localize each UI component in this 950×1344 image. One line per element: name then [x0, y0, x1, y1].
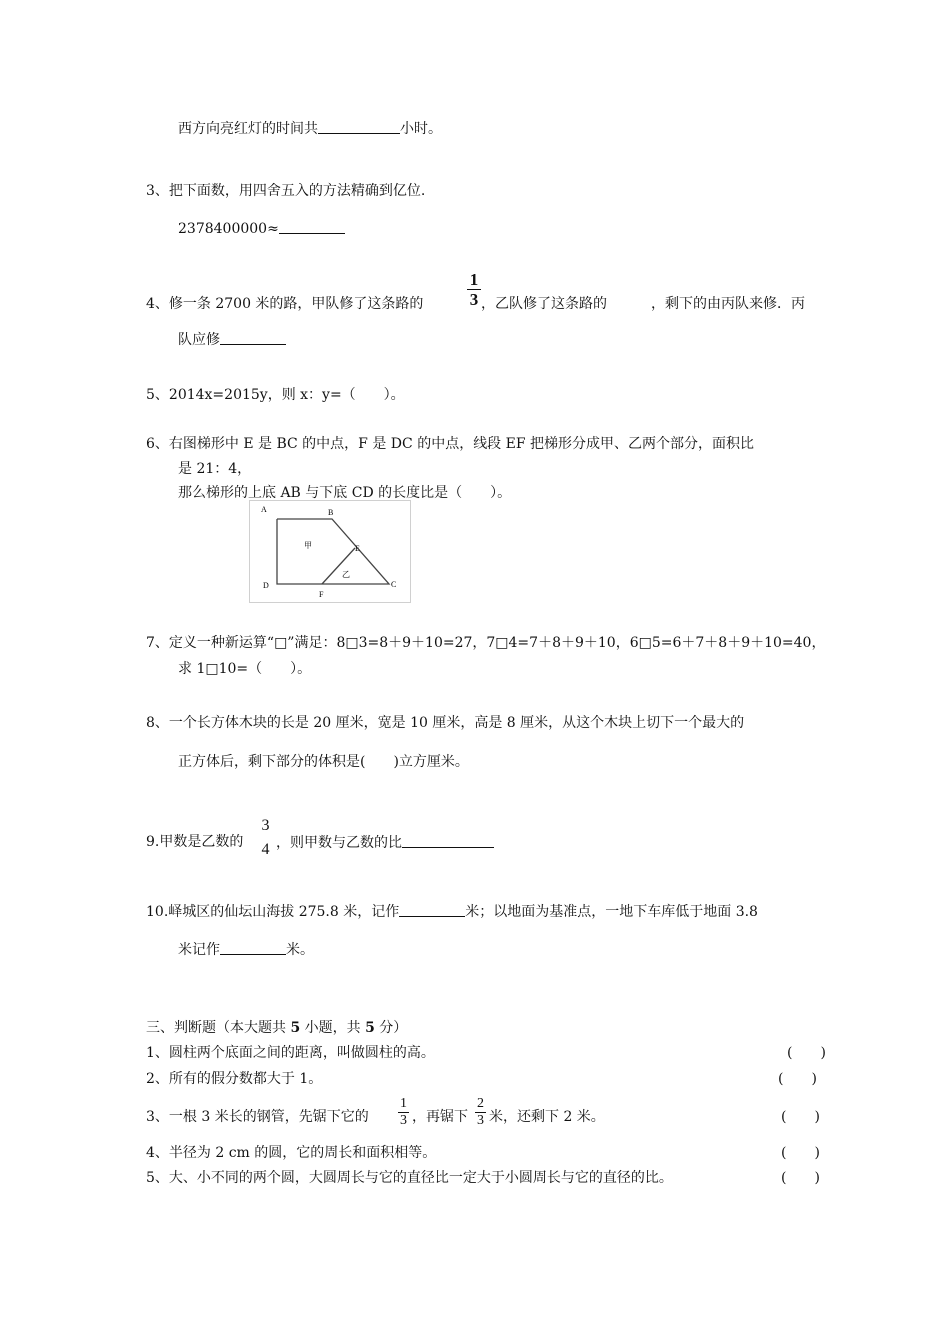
q6-line2: 是 21：4，	[178, 461, 252, 477]
q6-line3: 那么梯形的上底 AB 与下底 CD 的长度比是（ ）。	[178, 485, 512, 501]
trapezoid-outline	[277, 519, 389, 584]
q9-pre: 9.甲数是乙数的	[146, 834, 244, 850]
judge-paren-1[interactable]: ( )	[787, 1045, 826, 1061]
q4-fraction	[467, 271, 481, 308]
judge-paren-2[interactable]: ( )	[778, 1071, 817, 1087]
label-c: C	[391, 580, 397, 589]
q4-line1-mid: ，乙队修了这条路的	[481, 296, 607, 312]
judge-paren-5[interactable]: ( )	[781, 1170, 820, 1186]
q10-line1	[146, 904, 758, 919]
label-b: B	[328, 508, 334, 517]
section3-title-pre: 三、判断题（本大题共	[146, 1020, 291, 1036]
section3-count: 5	[290, 1020, 301, 1036]
judge-item-1: 1、圆柱两个底面之间的距离，叫做圆柱的高。	[146, 1045, 435, 1061]
top-line-pre: 西方向亮红灯的时间共	[178, 121, 318, 137]
fraction-denominator: 4	[261, 841, 270, 858]
q4-line2	[178, 332, 286, 347]
label-a: A	[261, 505, 267, 514]
q10-line2	[178, 942, 314, 957]
q7-line2: 求 1□10=（ ）。	[178, 661, 312, 677]
judge-item-3-post: 米，还剩下 2 米。	[489, 1109, 605, 1125]
q3-stem: 3、把下面数，用四舍五入的方法精确到亿位.	[146, 183, 426, 199]
fraction-numerator: 1	[400, 1096, 407, 1111]
fraction-denominator: 3	[469, 290, 479, 309]
judge-paren-3[interactable]: ( )	[781, 1109, 820, 1125]
judge-item-3-fraction-1	[398, 1097, 409, 1128]
q8-line2: 正方体后，剩下部分的体积是( )立方厘米。	[178, 754, 469, 770]
q4-line1-pre: 4、修一条 2700 米的路，甲队修了这条路的	[146, 296, 424, 312]
fraction-numerator: 2	[477, 1096, 484, 1111]
fraction-denominator: 3	[477, 1113, 484, 1128]
q10-line2-pre: 米记作	[178, 942, 220, 958]
q6-line1: 6、右图梯形中 E 是 BC 的中点，F 是 DC 的中点，线段 EF 把梯形分成甲、乙两个部分，面积比	[146, 436, 755, 452]
section3-score: 5	[365, 1020, 375, 1036]
fraction-numerator: 3	[261, 817, 270, 834]
q9-post: ，则甲数与乙数的比	[276, 835, 402, 851]
judge-item-3-mid: ，再锯下	[412, 1109, 468, 1125]
answer-blank	[220, 942, 286, 955]
fraction-denominator: 3	[400, 1113, 407, 1128]
answer-blank	[318, 121, 400, 134]
answer-blank	[399, 904, 465, 917]
section3-title-mid: 小题，共	[300, 1020, 366, 1036]
judge-item-2: 2、所有的假分数都大于 1。	[146, 1071, 323, 1087]
section3-title-post: 分）	[374, 1020, 408, 1036]
answer-blank	[402, 835, 494, 848]
answer-blank	[279, 221, 345, 234]
label-d: D	[263, 581, 269, 590]
answer-blank	[220, 332, 286, 345]
q3-expr: 2378400000≈	[178, 221, 279, 237]
judge-item-4: 4、半径为 2 cm 的圆，它的周长和面积相等。	[146, 1145, 437, 1161]
trapezoid-figure	[249, 500, 411, 603]
top-line	[178, 121, 442, 136]
q4-line1-post: ，剩下的由丙队来修．丙	[651, 296, 805, 312]
q4-line2-text: 队应修	[178, 332, 220, 348]
q8-line1: 8、一个长方体木块的长是 20 厘米，宽是 10 厘米，高是 8 厘米，从这个木块上切下一个最大的	[146, 715, 745, 731]
fraction-numerator: 1	[469, 270, 479, 289]
q7-line1: 7、定义一种新运算“□”满足：8□3=8＋9＋10=27，7□4=7＋8＋9＋10，6□5=6＋7＋8＋9＋10=40，	[146, 635, 826, 651]
label-jia: 甲	[304, 541, 312, 550]
judge-item-3-pre: 3、一根 3 米长的钢管，先锯下它的	[146, 1109, 369, 1125]
section3-title	[146, 1021, 407, 1035]
segment-ef	[322, 548, 355, 584]
q10-line1-pre: 10.峄城区的仙坛山海拔 275.8 米，记作	[146, 904, 400, 920]
q10-line2-post: 米。	[286, 942, 314, 958]
q5-text: 5、2014x=2015y，则 x：y=（ ）。	[146, 387, 405, 403]
q9-post-line	[276, 835, 494, 850]
judge-paren-4[interactable]: ( )	[781, 1145, 820, 1161]
label-f: F	[319, 590, 324, 599]
label-e: E	[355, 544, 360, 553]
q10-line1-mid: 米；以地面为基准点，一地下车库低于地面 3.8	[465, 904, 758, 920]
judge-item-5: 5、大、小不同的两个圆，大圆周长与它的直径比一定大于小圆周长与它的直径的比。	[146, 1170, 673, 1186]
label-yi: 乙	[342, 570, 350, 579]
q9-fraction	[259, 818, 272, 858]
top-line-post: 小时。	[400, 121, 442, 137]
judge-item-3-fraction-2	[475, 1097, 486, 1128]
q3-expr-line	[178, 221, 345, 236]
